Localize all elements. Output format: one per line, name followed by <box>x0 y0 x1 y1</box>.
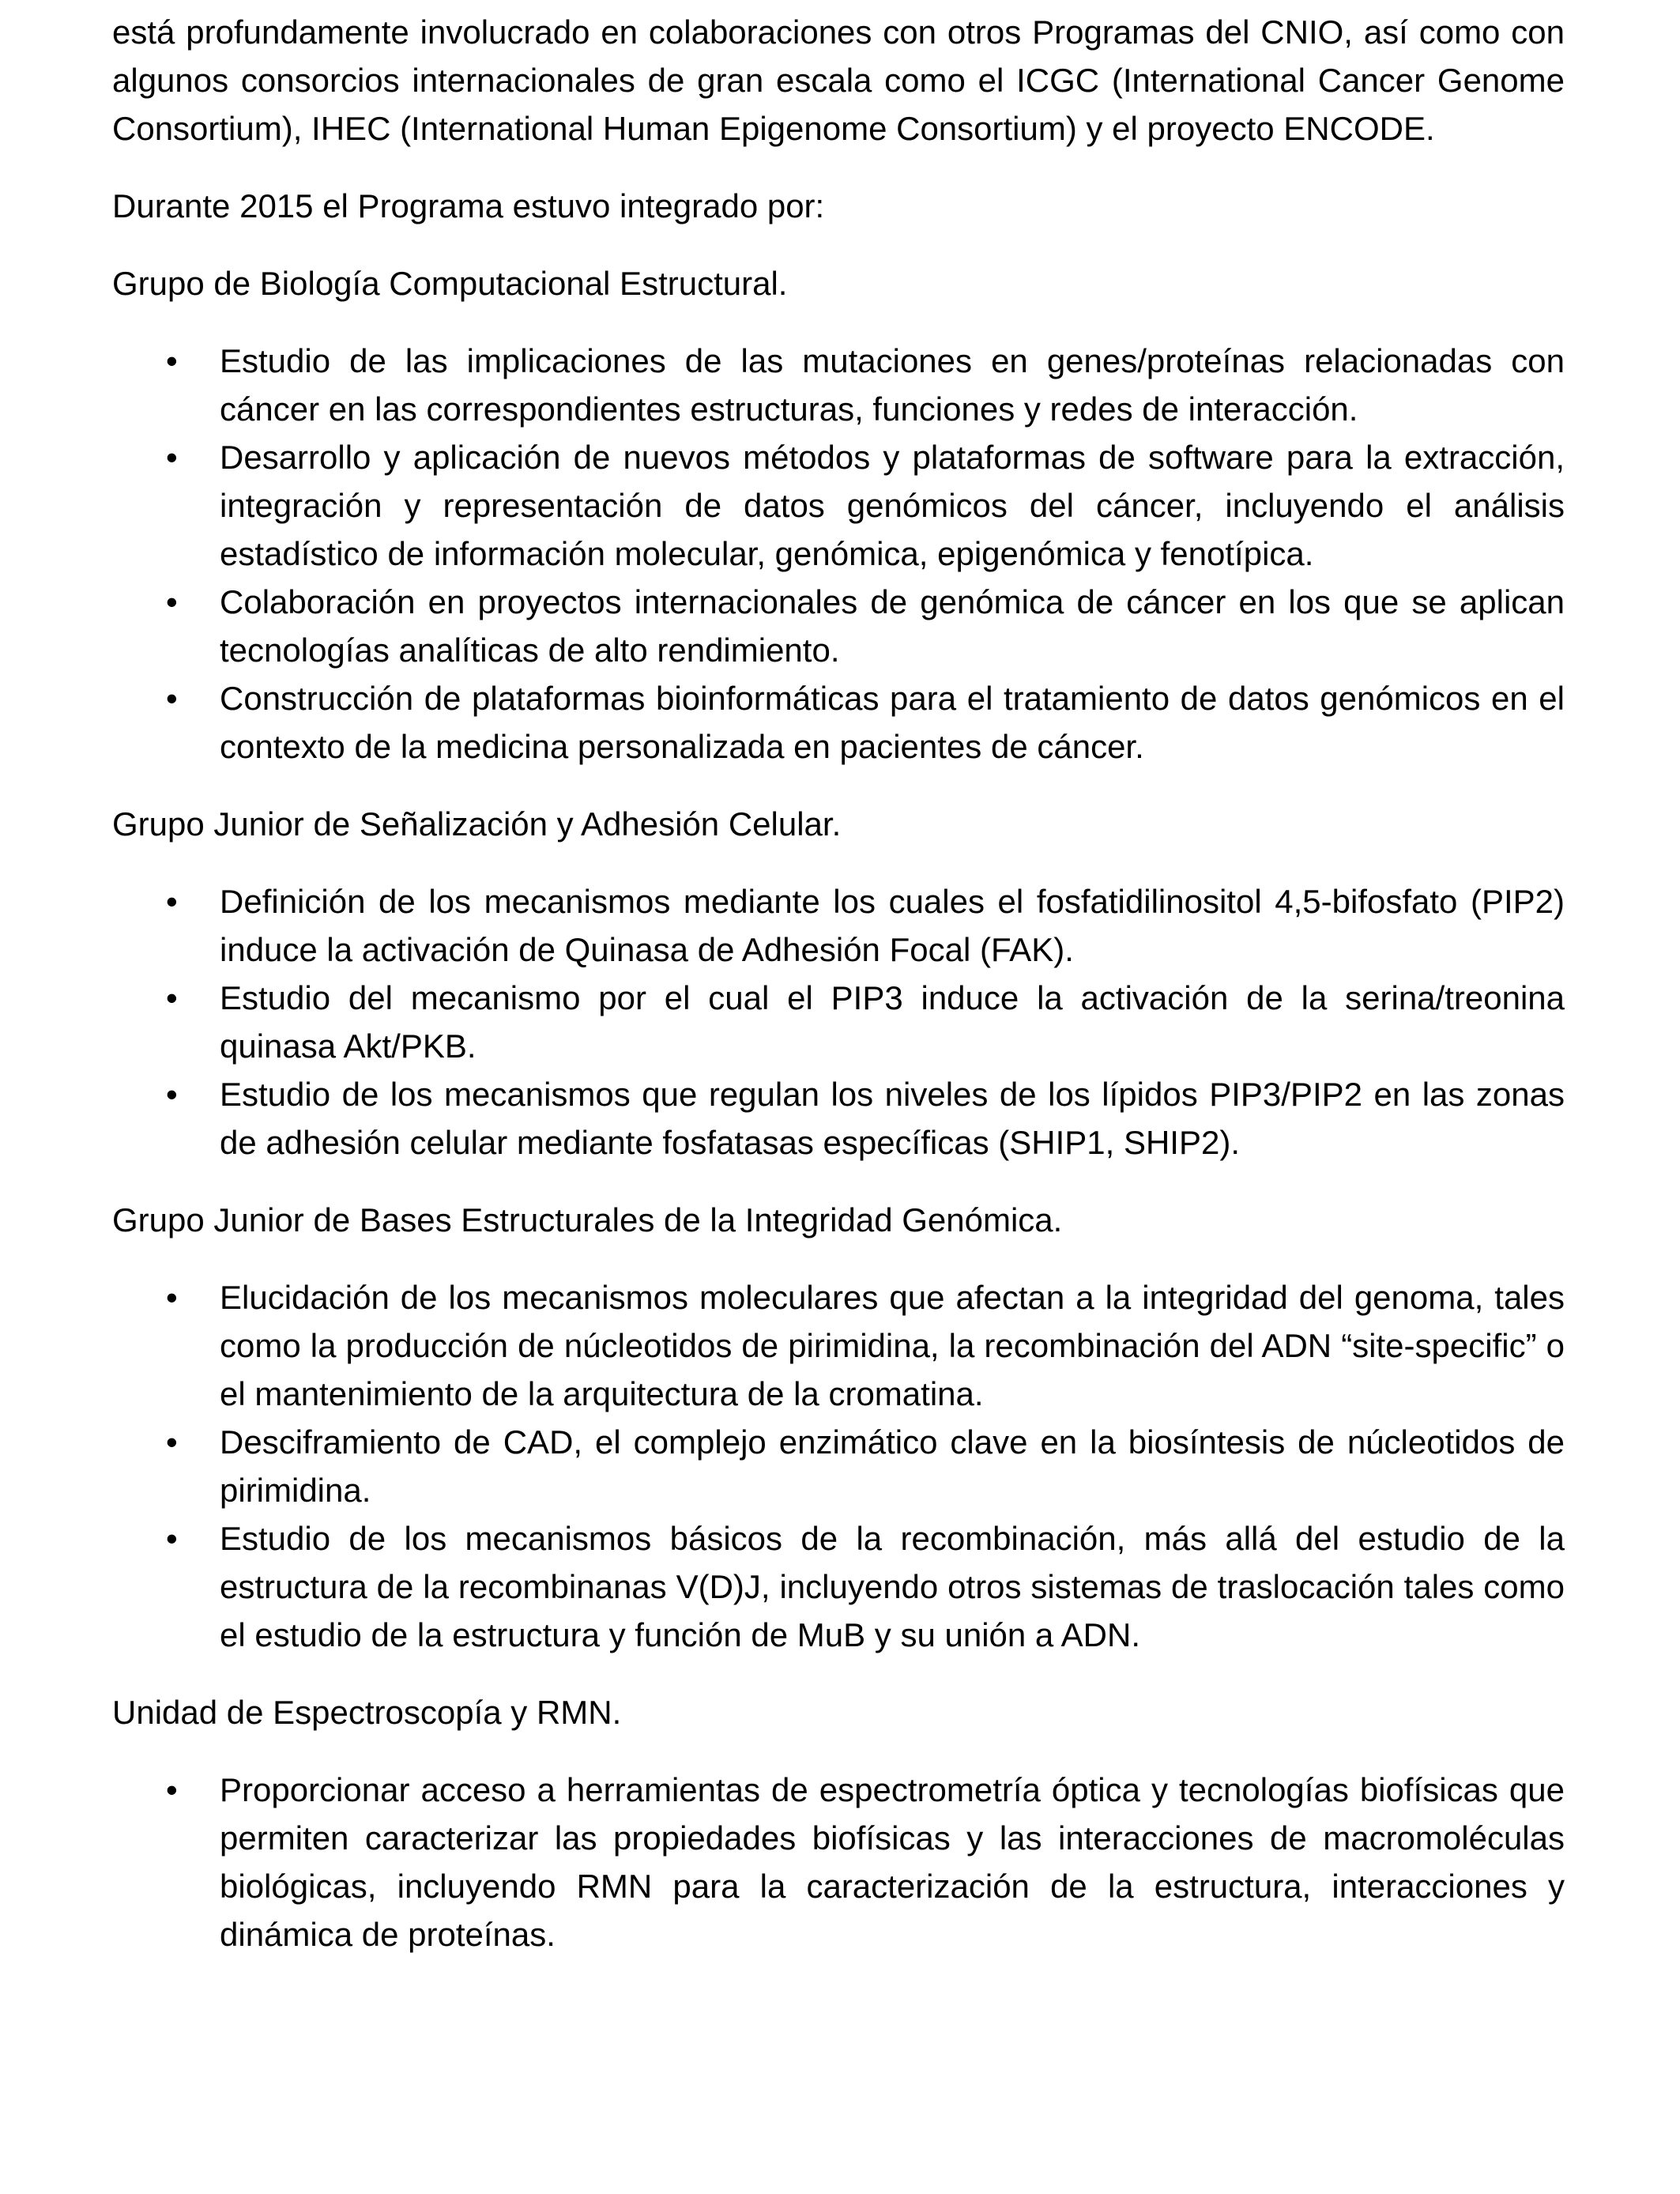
bullet-icon: • <box>166 883 178 920</box>
bullet-list <box>112 337 1565 771</box>
list-item <box>112 433 1565 578</box>
list-item-text: Construcción de plataformas bioinformáticas para el tratamiento de datos genómicos en el contexto de la medicina personalizada en pacientes de cáncer. <box>220 680 1565 765</box>
document-page <box>112 8 1565 1988</box>
list-item <box>112 1273 1565 1418</box>
bullet-icon: • <box>166 1520 178 1557</box>
list-item <box>112 1070 1565 1167</box>
list-item <box>112 1514 1565 1659</box>
bullet-list <box>112 877 1565 1167</box>
bullet-icon: • <box>166 1423 178 1461</box>
bullet-icon: • <box>166 1279 178 1316</box>
bullet-icon: • <box>166 1771 178 1808</box>
list-item-text: Definición de los mecanismos mediante los cuales el fosfatidilinositol 4,5-bifosfato (PIP2) induce la activación de Quinasa de Adhesión Focal (FAK). <box>220 883 1565 968</box>
members-intro: Durante 2015 el Programa estuvo integrado por: <box>112 187 825 224</box>
list-item-text: Estudio de los mecanismos básicos de la recombinación, más allá del estudio de la estructura de la recombinanas V(D)J, incluyendo otros sistemas de traslocación tales como el estudio de la estructura y función de MuB y su unión a ADN. <box>220 1520 1565 1653</box>
list-item-text: Elucidación de los mecanismos moleculares que afectan a la integridad del genoma, tales como la producción de núcleotidos de pirimidina, la recombinación del ADN “site-specific” o el mantenimiento de la arquitectura de la cromatina. <box>220 1279 1565 1412</box>
list-item-text: Estudio de los mecanismos que regulan los niveles de los lípidos PIP3/PIP2 en las zonas de adhesión celular mediante fosfatasas específicas (SHIP1, SHIP2). <box>220 1076 1565 1161</box>
list-item-text: Desarrollo y aplicación de nuevos métodos y plataformas de software para la extracción, integración y representación de datos genómicos del cáncer, incluyendo el análisis estadístico de información molecular, genómica, epigenómica y fenotípica. <box>220 439 1565 572</box>
bullet-list <box>112 1766 1565 1958</box>
list-item <box>112 974 1565 1070</box>
bullet-icon: • <box>166 1076 178 1113</box>
bullet-icon: • <box>166 439 178 476</box>
group-title: Grupo de Biología Computacional Estructural. <box>112 265 788 302</box>
list-item <box>112 1766 1565 1958</box>
bullet-icon: • <box>166 680 178 717</box>
list-item-text: Colaboración en proyectos internacionales de genómica de cáncer en los que se aplican tecnologías analíticas de alto rendimiento. <box>220 583 1565 669</box>
list-item-text: Estudio del mecanismo por el cual el PIP3 induce la activación de la serina/treonina quinasa Akt/PKB. <box>220 979 1565 1065</box>
list-item <box>112 674 1565 771</box>
bullet-icon: • <box>166 583 178 620</box>
intro-paragraph: está profundamente involucrado en colaboraciones con otros Programas del CNIO, así como con algunos consorcios internacionales de gran escala como el ICGC (International Cancer Genome Consortium), IHEC (International Human Epigenome Consortium) y el proyecto ENCODE. <box>112 13 1565 147</box>
bullet-icon: • <box>166 979 178 1016</box>
list-item-text: Desciframiento de CAD, el complejo enzimático clave en la biosíntesis de núcleotidos de pirimidina. <box>220 1423 1565 1509</box>
list-item-text: Estudio de las implicaciones de las mutaciones en genes/proteínas relacionadas con cáncer en las correspondientes estructuras, funciones y redes de interacción. <box>220 342 1565 428</box>
list-item <box>112 1418 1565 1514</box>
group-title: Grupo Junior de Señalización y Adhesión Celular. <box>112 805 842 843</box>
list-item-text: Proporcionar acceso a herramientas de espectrometría óptica y tecnologías biofísicas que permiten caracterizar las propiedades biofísicas y las interacciones de macromoléculas biológicas, incluyendo RMN para la caracterización de la estructura, interacciones y dinámica de proteínas. <box>220 1771 1565 1953</box>
list-item <box>112 337 1565 433</box>
group-title: Grupo Junior de Bases Estructurales de la Integridad Genómica. <box>112 1201 1063 1238</box>
group-title: Unidad de Espectroscopía y RMN. <box>112 1694 622 1731</box>
bullet-list <box>112 1273 1565 1659</box>
list-item <box>112 578 1565 674</box>
list-item <box>112 877 1565 974</box>
bullet-icon: • <box>166 342 178 379</box>
